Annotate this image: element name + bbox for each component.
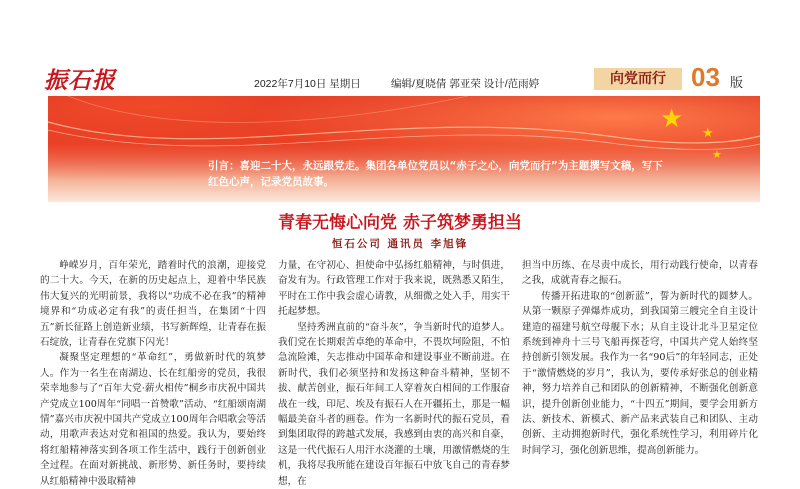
editor-credits: 编辑/夏晓倩 郭亚荣 设计/范雨婷 [391, 78, 540, 90]
issue-date: 2022年7月10日 星期日 [254, 78, 361, 90]
article-column-2 [278, 258, 510, 487]
star-icon: ★ [702, 126, 714, 141]
page-number: 03 [691, 62, 720, 92]
paragraph: 凝聚坚定理想的“革命红”，勇做新时代的筑梦人。作为一名生在南湖边、长在红船旁的党员，我很荣幸地参与了“百年大党·薪火相传”桐乡市庆祝中国共产党成立100周年“同唱一首赞歌”活动、“红船颂南湖情”嘉兴市庆祝中国共产党成立100周年合唱歌会等活动，用歌声表达对党和祖国的热爱。我认为，要始终将红船精神落实到各项工作生活中，践行于创新创业全过程。在面对新挑战、新形势、新任务时，要持续从红船精神中汲取精神 [40, 352, 266, 487]
page-unit: 版 [730, 76, 744, 91]
article-byline: 恒石公司 通讯员 李旭锋 [331, 238, 469, 250]
article-column-3 [522, 258, 758, 456]
paragraph: 力量，在守初心、担使命中弘扬红船精神，与时俱进，奋发有为。行政管理工作对于我来说，既熟悉又陌生，平时在工作中我会虚心请教，从细微之处入手，用实干托起梦想。 [278, 260, 510, 318]
section-tag: 向党而行 [594, 68, 682, 90]
paragraph: 担当中历练、在尽责中成长，用行动践行使命，以青春之我，成就青春之振石。 [522, 260, 758, 287]
intro-text: 引言：喜迎二十大，永远跟党走。集团各单位党员以“赤子之心，向党而行”为主题撰写文稿，写下红色心声，记录党员故事。 [208, 160, 663, 188]
star-icon: ★ [712, 148, 722, 161]
masthead [0, 0, 800, 96]
paragraph: 坚持秀洲直前的“奋斗灰”，争当新时代的追梦人。我们党在长期艰苦卓绝的革命中，不畏坎坷险阻，不怕急流险滩，矢志推动中国革命和建设事业不断前进。在新时代，我们必须坚持和发扬这种奋斗精神，坚韧不拔、献苦创业，振石年间工人穿着灰白相间的工作服奋战在一线，印尼、埃及有振石人在开疆拓土，那是一幅幅最美奋斗者的画卷。作为一名新时代的振石党员，看到集团取得的跨越式发展，我感到由衷的高兴和自豪，这是一代代振石人用汗水浇灌的土壤，用激情燃烧的生机，我将尽我所能在建设百年振石中放飞自己的青春梦想，在 [278, 321, 510, 487]
star-icon: ★ [660, 104, 684, 134]
paragraph: 传播开拓进取的“创新蓝”，誓为新时代的圆梦人。从第一颗原子弹爆炸成功，到我国第三艘完全自主设计建造的福建号航空母舰下水；从自主设计北斗卫星定位系统到神舟十三号飞船再探苍穹，中国共产党人始终坚持创新引领发展。我作为一名“90后”的年轻同志，正处于“激情燃烧的岁月”，我认为，要传承好张总的创业精神，努力培养自己和团队的创新精神，不断强化创新意识，提升创新创业能力，“十四五”期间，要学会用新方法、新技术、新模式、新产品来武装自己和团队、主动创新、主动拥抱新时代，强化系统性学习，利用碎片化时间学习，强化创新思维，提高创新能力。 [522, 290, 758, 456]
paragraph: 峥嵘岁月，百年荣光，踏着时代的浪潮，迎接党的二十大。今天，在新的历史起点上，迎着中华民族伟大复兴的光明前景，我将以“功成不必在我”的精神境界和“功成必定有我”的责任担当，在集团“十四五”新长征路上创造新业绩，书写新辉煌，让青春在振石绽放，让青春在党旗下闪光！ [40, 260, 266, 349]
article-column-1 [40, 258, 266, 487]
red-banner [48, 96, 760, 202]
newspaper-logo: 振石报 [44, 67, 116, 94]
article-headline: 青春无悔心向党 赤子筑梦勇担当 [278, 213, 522, 233]
